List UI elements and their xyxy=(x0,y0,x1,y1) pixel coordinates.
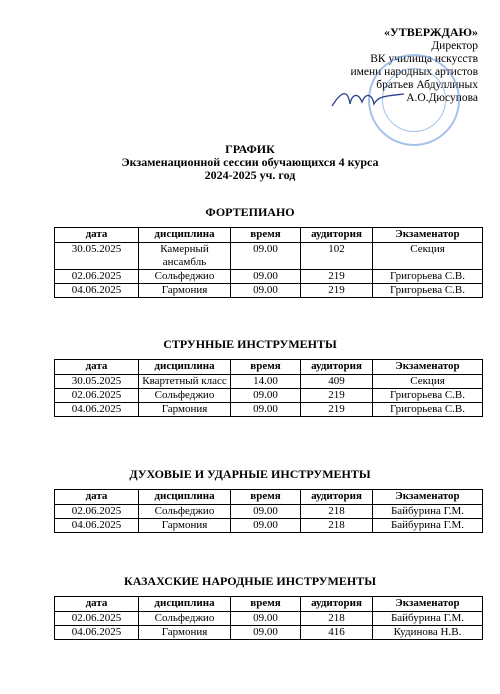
table-cell: 14.00 xyxy=(231,375,301,389)
table-cell: 04.06.2025 xyxy=(55,519,139,533)
table-cell: 04.06.2025 xyxy=(55,403,139,417)
table-cell: 09.00 xyxy=(231,389,301,403)
table-cell: 219 xyxy=(301,389,373,403)
table-row xyxy=(55,505,483,519)
table-cell: 04.06.2025 xyxy=(55,626,139,640)
column-header: аудитория xyxy=(301,490,373,505)
table-cell: 218 xyxy=(301,505,373,519)
table-row xyxy=(55,626,483,640)
table-cell: 102 xyxy=(301,243,373,270)
column-header: время xyxy=(231,597,301,612)
table-cell: 219 xyxy=(301,284,373,298)
table-row xyxy=(55,612,483,626)
table-cell: Секция xyxy=(373,375,483,389)
table-cell: Григорьева С.В. xyxy=(373,389,483,403)
table-cell: Гармония xyxy=(139,519,231,533)
table-cell: Байбурина Г.М. xyxy=(373,505,483,519)
table-cell: 02.06.2025 xyxy=(55,612,139,626)
column-header: дата xyxy=(55,490,139,505)
table-cell: 02.06.2025 xyxy=(55,505,139,519)
signature xyxy=(328,86,408,112)
column-header: дата xyxy=(55,228,139,243)
column-header: аудитория xyxy=(301,360,373,375)
table-cell: Гармония xyxy=(139,284,231,298)
column-header: время xyxy=(231,228,301,243)
table-cell: Сольфеджио xyxy=(139,612,231,626)
table-cell: Байбурина Г.М. xyxy=(373,612,483,626)
table-cell: Квартетный класс xyxy=(139,375,231,389)
table-cell: 09.00 xyxy=(231,270,301,284)
table-header-row xyxy=(55,597,483,612)
column-header: Экзаменатор xyxy=(373,360,483,375)
approval-line: Директор xyxy=(431,40,478,52)
table-cell: 02.06.2025 xyxy=(55,389,139,403)
table-cell: Камерный ансамбль xyxy=(139,243,231,270)
table-cell: 416 xyxy=(301,626,373,640)
column-header: Экзаменатор xyxy=(373,490,483,505)
table-cell: Байбурина Г.М. xyxy=(373,519,483,533)
table-cell: Григорьева С.В. xyxy=(373,284,483,298)
column-header: Экзаменатор xyxy=(373,228,483,243)
approval-line: братьев Абдуллиных xyxy=(376,79,478,91)
schedule-table xyxy=(54,596,483,640)
table-cell: 218 xyxy=(301,519,373,533)
approval-line: А.О.Дюсупова xyxy=(406,92,478,104)
table-cell: 09.00 xyxy=(231,519,301,533)
approval-line: имени народных артистов xyxy=(350,66,478,78)
approval-line: ВК училища искусств xyxy=(370,53,478,65)
table-cell: Кудинова Н.В. xyxy=(373,626,483,640)
section-title: КАЗАХСКИЕ НАРОДНЫЕ ИНСТРУМЕНТЫ xyxy=(124,574,376,588)
table-cell: Сольфеджио xyxy=(139,389,231,403)
column-header: время xyxy=(231,360,301,375)
column-header: дата xyxy=(55,597,139,612)
column-header: дисциплина xyxy=(139,597,231,612)
column-header: аудитория xyxy=(301,228,373,243)
table-cell: Гармония xyxy=(139,403,231,417)
table-cell: 02.06.2025 xyxy=(55,270,139,284)
title-line: 2024-2025 уч. год xyxy=(204,168,296,182)
table-cell: Сольфеджио xyxy=(139,505,231,519)
title-line: ГРАФИК xyxy=(225,142,275,156)
table-row xyxy=(55,389,483,403)
table-cell: 09.00 xyxy=(231,403,301,417)
table-cell: Григорьева С.В. xyxy=(373,403,483,417)
document-title xyxy=(0,143,500,182)
table-row xyxy=(55,403,483,417)
table-row xyxy=(55,519,483,533)
section-title: ДУХОВЫЕ И УДАРНЫЕ ИНСТРУМЕНТЫ xyxy=(129,467,371,481)
schedule-table xyxy=(54,227,483,298)
table-cell: 409 xyxy=(301,375,373,389)
column-header: аудитория xyxy=(301,597,373,612)
approval-heading: «УТВЕРЖДАЮ» xyxy=(383,25,478,39)
table-cell: 219 xyxy=(301,270,373,284)
table-cell: 04.06.2025 xyxy=(55,284,139,298)
schedule-table xyxy=(54,359,483,417)
column-header: дата xyxy=(55,360,139,375)
table-cell: 09.00 xyxy=(231,243,301,270)
table-cell: 09.00 xyxy=(231,626,301,640)
schedule-table xyxy=(54,489,483,533)
table-cell: 218 xyxy=(301,612,373,626)
column-header: время xyxy=(231,490,301,505)
table-row xyxy=(55,243,483,270)
table-cell: Григорьева С.В. xyxy=(373,270,483,284)
table-cell: 09.00 xyxy=(231,284,301,298)
table-row xyxy=(55,270,483,284)
table-cell: 30.05.2025 xyxy=(55,375,139,389)
table-cell: 219 xyxy=(301,403,373,417)
table-cell: 09.00 xyxy=(231,505,301,519)
table-header-row xyxy=(55,228,483,243)
section-title: ФОРТЕПИАНО xyxy=(205,205,295,219)
table-row xyxy=(55,375,483,389)
table-cell: 09.00 xyxy=(231,612,301,626)
column-header: Экзаменатор xyxy=(373,597,483,612)
table-row xyxy=(55,284,483,298)
column-header: дисциплина xyxy=(139,490,231,505)
table-header-row xyxy=(55,360,483,375)
title-line: Экзаменационной сессии обучающихся 4 курса xyxy=(121,155,379,169)
column-header: дисциплина xyxy=(139,360,231,375)
table-header-row xyxy=(55,490,483,505)
table-cell: Секция xyxy=(373,243,483,270)
table-cell: Гармония xyxy=(139,626,231,640)
column-header: дисциплина xyxy=(139,228,231,243)
table-cell: 30.05.2025 xyxy=(55,243,139,270)
section-title: СТРУННЫЕ ИНСТРУМЕНТЫ xyxy=(163,337,337,351)
table-cell: Сольфеджио xyxy=(139,270,231,284)
